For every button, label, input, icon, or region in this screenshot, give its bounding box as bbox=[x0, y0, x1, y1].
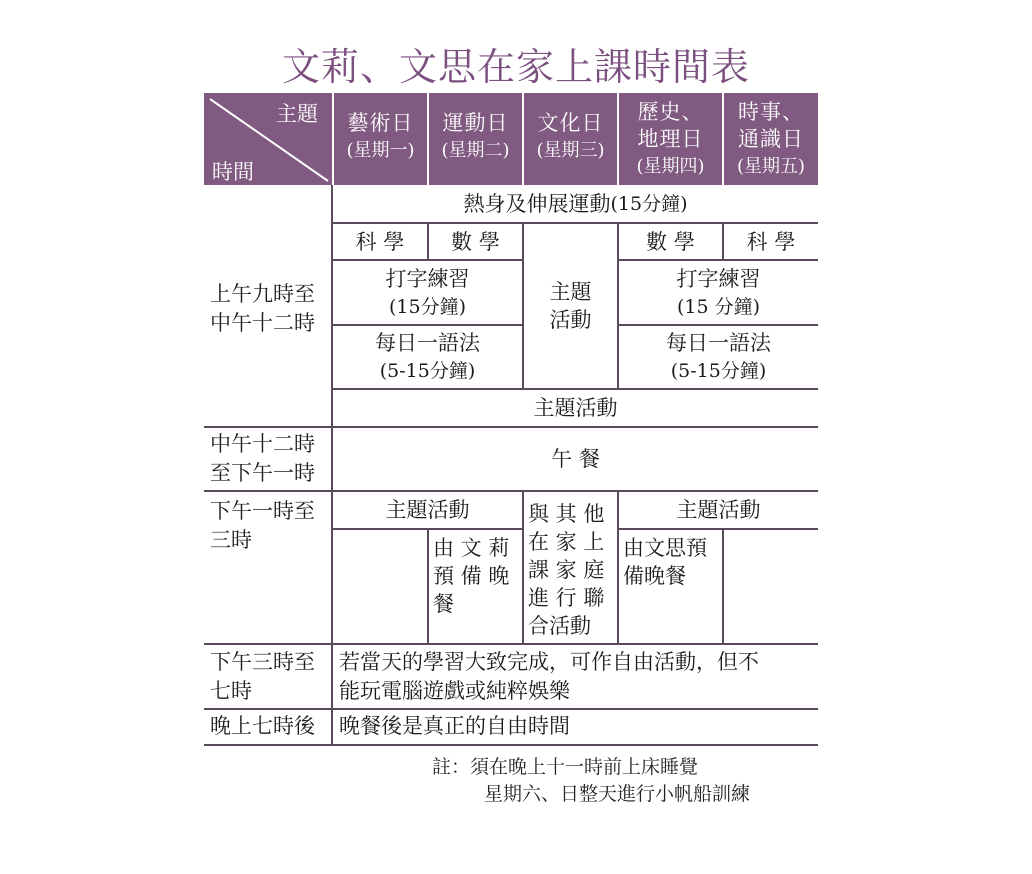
time-lunch bbox=[210, 430, 315, 488]
time-evening bbox=[210, 648, 315, 706]
time-label: 三時 bbox=[210, 528, 252, 552]
warmup-cell bbox=[333, 186, 818, 222]
text-line: 由 文 莉 bbox=[433, 536, 510, 560]
subject-tuesday: 數 學 bbox=[451, 229, 500, 254]
weekday-label: (星期一) bbox=[346, 140, 415, 161]
typing-right-cell bbox=[619, 261, 818, 324]
header-day-monday bbox=[334, 110, 427, 164]
time-label: 至下午一時 bbox=[210, 461, 315, 485]
corner-topic-label: 主題 bbox=[276, 102, 318, 126]
text-line: 由文思預 bbox=[623, 536, 707, 560]
weekday-label: (星期三) bbox=[536, 140, 605, 161]
grid-line bbox=[204, 708, 818, 710]
text-line: 若當天的學習大致完成，可作自由活動，但不 bbox=[339, 650, 759, 674]
typing-left-cell bbox=[333, 261, 522, 324]
theme-line: 活動 bbox=[549, 308, 592, 332]
grid-line bbox=[427, 528, 429, 643]
subject-monday: 科 學 bbox=[355, 229, 405, 254]
header-day-friday bbox=[724, 93, 818, 185]
lunch-cell: 午 餐 bbox=[551, 447, 600, 471]
weekday-label: (星期二) bbox=[441, 140, 510, 161]
wednesday-theme-cell bbox=[524, 224, 617, 388]
text-line: 合活動 bbox=[528, 614, 591, 638]
subject-friday: 科 學 bbox=[746, 229, 796, 254]
grammar-label: 每日一語法 bbox=[375, 331, 480, 355]
time-afternoon bbox=[210, 497, 315, 555]
grid-line bbox=[204, 744, 818, 746]
header-day-tuesday bbox=[429, 110, 522, 164]
wednesday-joint-activity bbox=[528, 500, 604, 640]
day-name-line2: 地理日 bbox=[637, 126, 704, 151]
theme-activity-right: 主題活動 bbox=[676, 498, 761, 522]
grammar-duration: (5-15分鐘) bbox=[379, 360, 476, 382]
header-day-thursday bbox=[619, 93, 722, 185]
grid-line bbox=[522, 490, 524, 643]
grammar-duration: (5-15分鐘) bbox=[670, 360, 767, 382]
theme-activity-all: 主題活動 bbox=[533, 396, 618, 420]
weekday-label: (星期五) bbox=[736, 155, 806, 177]
day-name-line2: 通識日 bbox=[738, 126, 804, 151]
note-line: 星期六、日整天進行小帆船訓練 bbox=[484, 783, 751, 805]
day-name: 文化日 bbox=[537, 111, 604, 135]
time-night bbox=[210, 712, 315, 741]
grid-line bbox=[617, 528, 818, 530]
time-label: 下午一時至 bbox=[210, 499, 315, 523]
text-line: 在 家 上 bbox=[528, 530, 605, 554]
text-line: 課 家 庭 bbox=[528, 558, 605, 582]
time-label: 上午九時至 bbox=[210, 282, 315, 306]
text-line: 預 備 晚 bbox=[433, 564, 510, 588]
grammar-right-cell bbox=[619, 326, 818, 388]
text-line: 進 行 聯 bbox=[528, 586, 605, 610]
grammar-left-cell bbox=[333, 326, 522, 388]
text-line: 能玩電腦遊戲或純粹娛樂 bbox=[339, 679, 570, 703]
corner-time-label: 時間 bbox=[212, 160, 254, 184]
thursday-dinner-prep bbox=[623, 534, 707, 590]
subject-thursday: 數 學 bbox=[646, 229, 695, 254]
typing-duration: (15 分鐘) bbox=[676, 295, 761, 318]
header-day-wednesday bbox=[524, 110, 617, 164]
weekday-label: (星期四) bbox=[636, 155, 705, 177]
time-morning bbox=[210, 280, 315, 338]
time-label: 中午十二時 bbox=[210, 311, 315, 335]
theme-activity-left: 主題活動 bbox=[385, 498, 470, 522]
day-name: 歷史、 bbox=[637, 99, 704, 124]
time-label: 下午三時至 bbox=[210, 650, 315, 674]
evening-activity bbox=[339, 648, 759, 706]
day-name: 藝術日 bbox=[347, 111, 414, 135]
text-line: 備晚餐 bbox=[623, 564, 686, 588]
page-title: 文莉、文思在家上課時間表 bbox=[281, 45, 750, 89]
note-line: 註：須在晚上十一時前上床睡覺 bbox=[432, 756, 699, 778]
theme-line: 主題 bbox=[549, 280, 592, 304]
warmup-label: 熱身及伸展運動 bbox=[463, 192, 611, 216]
grammar-label: 每日一語法 bbox=[666, 331, 771, 355]
time-label: 中午十二時 bbox=[210, 432, 315, 456]
typing-label: 打字練習 bbox=[676, 266, 761, 291]
typing-duration: (15分鐘) bbox=[388, 295, 466, 318]
grid-line bbox=[722, 528, 724, 643]
grid-line bbox=[204, 643, 818, 645]
warmup-duration: (15分鐘) bbox=[610, 193, 688, 215]
typing-label: 打字練習 bbox=[385, 266, 470, 291]
time-label: 晚上七時後 bbox=[210, 714, 315, 738]
tuesday-dinner-prep bbox=[433, 534, 509, 618]
night-activity: 晚餐後是真正的自由時間 bbox=[339, 714, 570, 738]
text-line: 餐 bbox=[433, 592, 454, 616]
text-line: 與 其 他 bbox=[528, 502, 605, 526]
day-name: 時事、 bbox=[738, 99, 804, 124]
time-label: 七時 bbox=[210, 679, 252, 703]
day-name: 運動日 bbox=[442, 111, 509, 135]
